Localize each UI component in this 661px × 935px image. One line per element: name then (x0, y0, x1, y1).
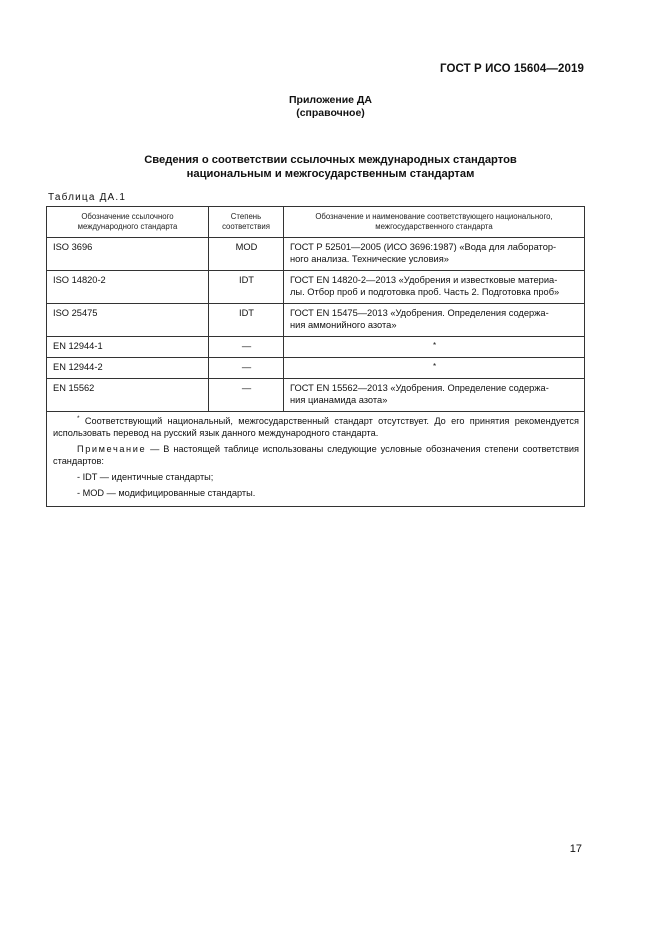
header-reference-standard (47, 207, 209, 238)
note (53, 443, 579, 467)
table-notes-row (47, 412, 585, 507)
table-row (47, 337, 585, 358)
footnote-text: Соответствующий национальный, межгосударственный стандарт отсутствует. До его принятия рекомендуется использовать перевод на русский язык данного международного стандарта. (53, 416, 579, 438)
cell-text: ния цианамида азота» (290, 395, 388, 405)
header-text: межгосударственного стандарта (375, 222, 493, 231)
annex-title: Приложение ДА (289, 94, 372, 106)
document-code: ГОСТ Р ИСО 15604—2019 (439, 63, 584, 75)
table-row (47, 379, 585, 412)
heading-line-1: Сведения о соответствии ссылочных международных стандартов (144, 154, 517, 166)
cell-text: ГОСТ EN 15562—2013 «Удобрения. Определение содержа- (290, 383, 549, 393)
header-text: международного стандарта (77, 222, 178, 231)
cell-text: лы. Отбор проб и подготовка проб. Часть 2. Подготовка проб» (290, 287, 560, 297)
footnote (53, 415, 579, 439)
annex-title-block (0, 94, 661, 120)
cell-degree: — (209, 358, 284, 379)
cell-reference: EN 12944-1 (47, 337, 209, 358)
cell-degree: MOD (209, 238, 284, 271)
cell-reference: ISO 25475 (47, 304, 209, 337)
table-caption: Таблица ДА.1 (48, 192, 127, 203)
table-row (47, 238, 585, 271)
footnote-mark: * (77, 415, 80, 422)
header-text: соответствия (222, 222, 270, 231)
header-text: Обозначение ссылочного (81, 212, 174, 221)
table-notes (47, 412, 585, 507)
cell-reference: EN 12944-2 (47, 358, 209, 379)
table-row (47, 304, 585, 337)
header-national-standard (284, 207, 585, 238)
cell-degree: IDT (209, 304, 284, 337)
page-number: 17 (569, 843, 582, 855)
cell-footnote-mark: * (284, 358, 585, 379)
cell-footnote-mark: * (284, 337, 585, 358)
note-label: Примечание (77, 444, 147, 454)
annex-kind: (справочное) (296, 107, 365, 119)
cell-degree: — (209, 337, 284, 358)
cell-national-standard (284, 238, 585, 271)
table-header-row (47, 207, 585, 238)
cell-national-standard (284, 379, 585, 412)
cell-degree: IDT (209, 271, 284, 304)
cell-text: ния аммонийного азота» (290, 320, 397, 330)
cell-national-standard (284, 304, 585, 337)
section-heading (0, 153, 661, 181)
table-row (47, 358, 585, 379)
header-text: Обозначение и наименование соответствующего национального, (315, 212, 553, 221)
cell-reference: ISO 3696 (47, 238, 209, 271)
cell-text: ного анализа. Технические условия» (290, 254, 449, 264)
cell-text: ГОСТ EN 14820-2—2013 «Удобрения и известковые материа- (290, 275, 558, 285)
cell-text: ГОСТ EN 15475—2013 «Удобрения. Определения содержа- (290, 308, 549, 318)
note-list-item: - MOD — модифицированные стандарты. (77, 488, 256, 498)
note-text: — В настоящей таблице использованы следующие условные обозначения степени соответствия стандартов: (53, 444, 579, 466)
header-text: Степень (230, 212, 262, 221)
cell-text: ГОСТ Р 52501—2005 (ИСО 3696:1987) «Вода для лаборатор- (290, 242, 557, 252)
cell-reference: EN 15562 (47, 379, 209, 412)
cell-degree: — (209, 379, 284, 412)
table-row (47, 271, 585, 304)
correspondence-table (46, 206, 585, 507)
heading-line-2: национальным и межгосударственным стандартам (186, 168, 475, 180)
cell-national-standard (284, 271, 585, 304)
note-list-item: - IDT — идентичные стандарты; (77, 472, 214, 482)
header-degree (209, 207, 284, 238)
cell-reference: ISO 14820-2 (47, 271, 209, 304)
